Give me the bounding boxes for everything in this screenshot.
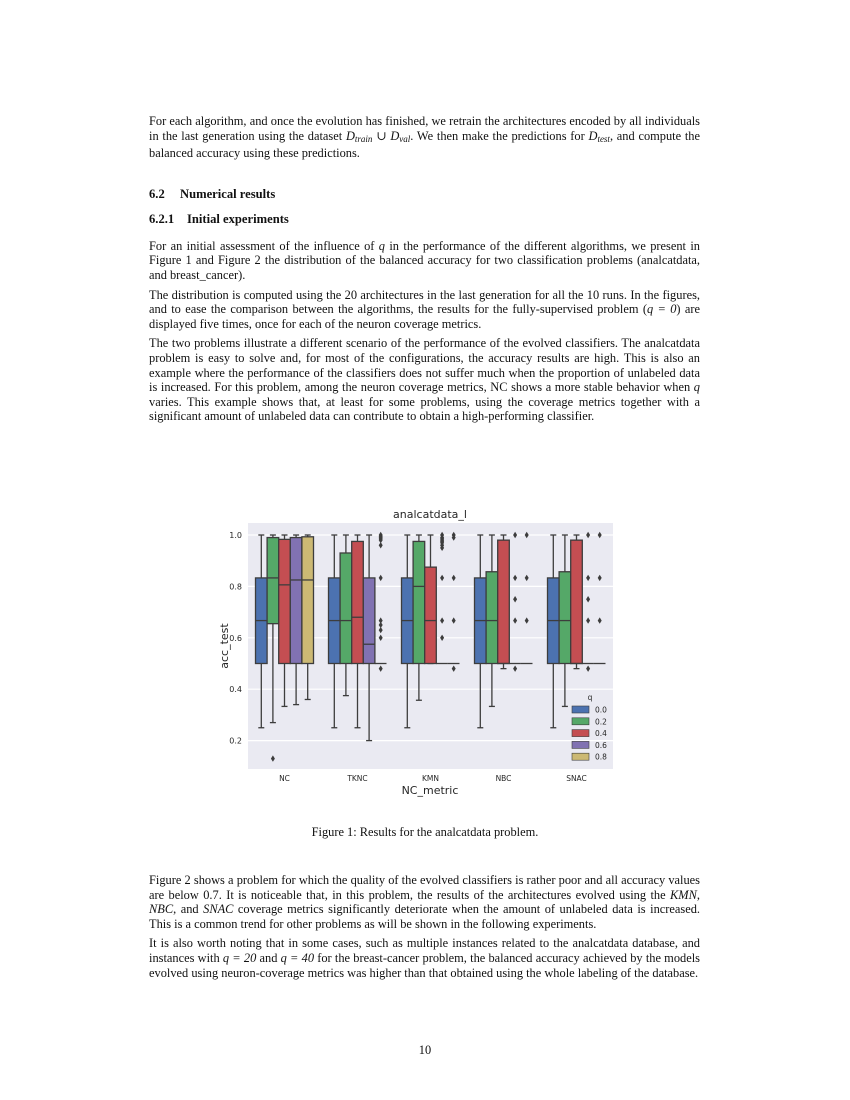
legend-swatch: [572, 718, 589, 725]
text: For each algorithm, and once the evolution has finished, we retrain the architectures encoded by all individuals in the last generation using the dataset: [149, 114, 700, 143]
y-tick-labels: [229, 531, 242, 746]
subsection-heading: [149, 212, 700, 227]
legend-label: 0.8: [595, 752, 607, 762]
x-axis-label: NC_metric: [401, 784, 459, 797]
y-tick-label: 0.4: [229, 685, 242, 695]
paragraph-assessment: For an initial assessment of the influence of q in the performance of the different algorithms, we present in Figure 1 and Figure 2 the distribution of the balanced accuracy for two classification problems (analcatdata, and breast_cancer).: [149, 238, 700, 282]
legend-swatch: [572, 741, 589, 748]
paragraph-figure-2: Figure 2 shows a problem for which the quality of the evolved classifiers is rather poor and all accuracy values are below 0.7. It is noticeable that, in this problem, the results of the architectures evolved using the KMN, NBC, and SNAC coverage metrics significantly deteriorate when the amount of unlabeled data is increased. This is a common trend for other problems as will be shown in the following experiments.: [149, 873, 701, 931]
legend-swatch: [572, 753, 589, 760]
chart-title: analcatdata_l: [393, 508, 467, 521]
paragraph-worth-noting: It is also worth noting that in some cases, such as multiple instances related to the analcatdata database, and instances with q = 20 and q = 40 for the breast-cancer problem, the balanced accuracy achieved by the models evolved using neuron-coverage metrics was higher than that obtained using the whole labeling of the database.: [149, 936, 700, 980]
math-d-test: $D_{test}$: [588, 128, 610, 144]
y-tick-label: 0.8: [229, 582, 242, 592]
page-body: [149, 114, 700, 424]
legend-label: 0.4: [595, 729, 607, 739]
text: . We then make the predictions for: [410, 128, 589, 143]
box-q-0.4: [571, 535, 583, 669]
figure-1: [210, 500, 630, 805]
x-tick-label: KMN: [422, 774, 439, 783]
section-number: 6.2: [149, 186, 165, 201]
legend-label: 0.2: [595, 717, 607, 727]
math-d-train: $D_{train}$: [345, 128, 373, 144]
y-tick-label: 0.2: [229, 736, 242, 746]
paragraph-scenarios: The two problems illustrate a different scenario of the performance of the evolved classifiers. The analcatdata problem is easy to solve and, for most of the configurations, the accuracy results are high. This is also an example where the performance of the classifiers does not suffer much when the proportion of unlabeled data is increased. For this problem, among the neuron coverage metrics, NC shows a more stable behavior when q varies. This example shows that, at least for some problems, using the coverage metrics together with a significant amount of unlabeled data can contribute to obtain a high-performing classifier.: [149, 336, 700, 424]
subsection-number: 6.2.1: [149, 211, 175, 226]
paragraph-distribution: The distribution is computed using the 20 architectures in the last generation for all the 10 runs. In the figures, and to ease the comparison between the algorithms, the results for the fully-supervised problem (q = 0) are displayed five times, once for each of the neuron coverage metrics.: [149, 287, 700, 331]
y-axis-label: acc_test: [218, 623, 231, 669]
box-q-0.4: [498, 535, 510, 669]
union-symbol: ∪: [372, 128, 391, 143]
page-number: 10: [418, 1043, 432, 1057]
x-tick-labels: [279, 774, 587, 783]
boxplot-chart: [210, 500, 630, 805]
math-d-val: $D_{val}$: [390, 128, 411, 144]
legend-swatch: [572, 730, 589, 737]
text: , and compute the balanced accuracy using these predictions.: [149, 128, 700, 161]
legend-title: q: [587, 693, 593, 702]
x-tick-label: NBC: [495, 774, 512, 783]
legend-label: 0.0: [595, 705, 607, 715]
legend-swatch: [572, 706, 589, 713]
y-tick-label: 0.6: [229, 633, 242, 643]
section-title: Numerical results: [180, 186, 276, 201]
legend-label: 0.6: [595, 740, 607, 750]
page-body-lower: [149, 873, 700, 980]
figure-caption: Figure 1: Results for the analcatdata problem.: [311, 825, 539, 839]
x-tick-label: TKNC: [347, 774, 368, 783]
intro-paragraph: [149, 114, 700, 161]
y-tick-label: 1.0: [229, 531, 242, 540]
x-tick-label: SNAC: [566, 774, 587, 783]
section-heading: [149, 187, 700, 202]
x-tick-label: NC: [279, 774, 290, 783]
subsection-title: Initial experiments: [187, 211, 289, 226]
